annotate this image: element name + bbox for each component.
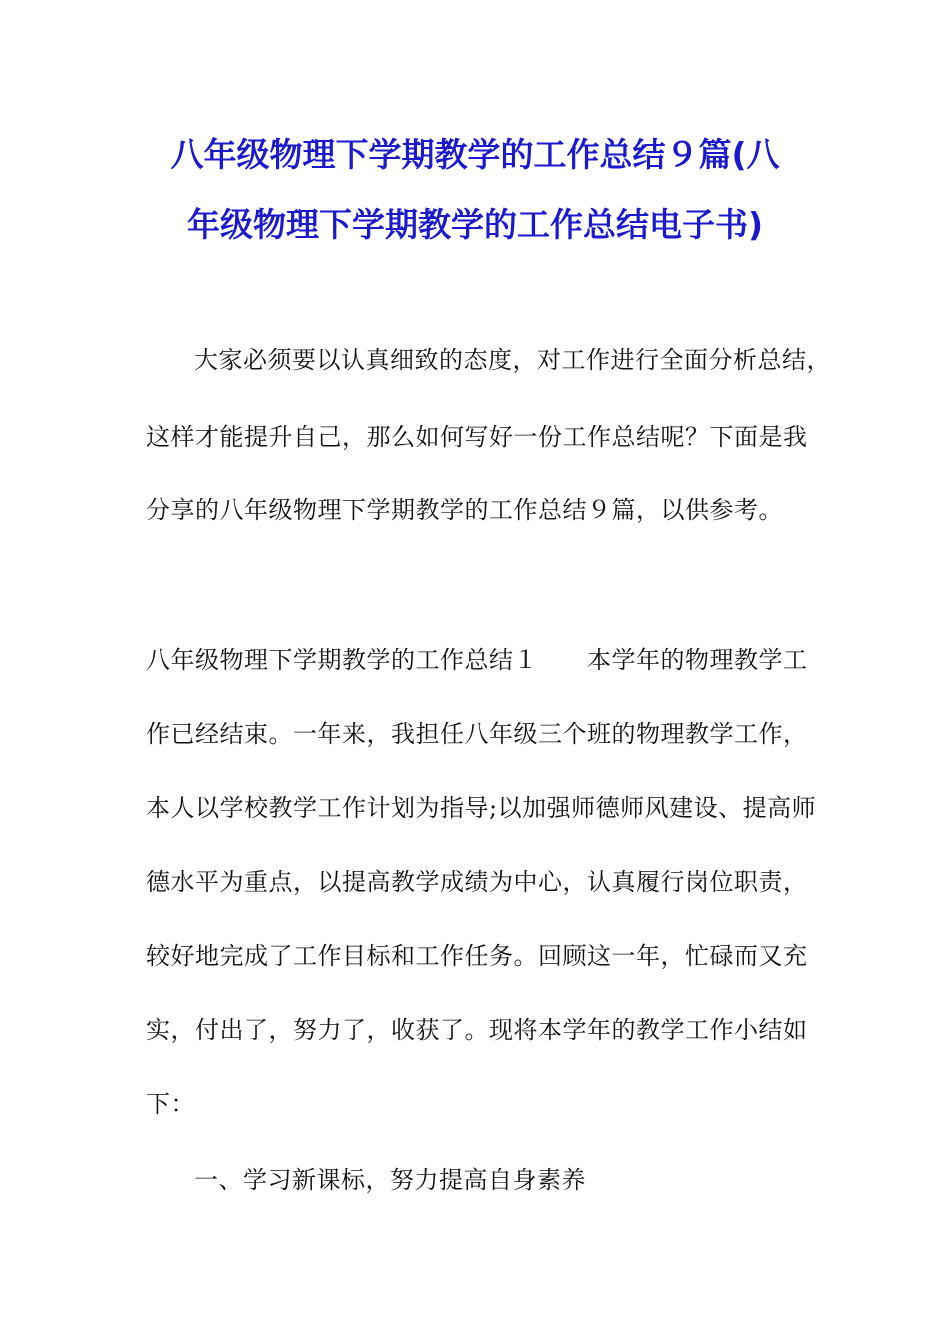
intro-line-3: 分享的八年级物理下学期教学的工作总结９篇，以供参考。	[146, 496, 783, 524]
section1-line-3: 本人以学校教学工作计划为指导;以加强师德师风建设、提高师	[146, 794, 817, 822]
intro-line-2: 这样才能提升自己，那么如何写好一份工作总结呢？下面是我	[146, 423, 808, 451]
section1-line-2: 作已经结束。一年来，我担任八年级三个班的物理教学工作，	[146, 720, 808, 748]
section1-line-1: 八年级物理下学期教学的工作总结１ 本学年的物理教学工	[146, 646, 808, 674]
section1-line-4: 德水平为重点，以提高教学成绩为中心，认真履行岗位职责，	[146, 868, 808, 896]
section1-line-5: 较好地完成了工作目标和工作任务。回顾这一年，忙碌而又充	[146, 942, 808, 970]
intro-line-1: 大家必须要以认真细致的态度，对工作进行全面分析总结，	[194, 346, 831, 374]
section1-line-6: 实，付出了，努力了，收获了。现将本学年的教学工作小结如	[146, 1016, 808, 1044]
document-title-line-1: 八年级物理下学期教学的工作总结９篇(八	[170, 135, 780, 174]
section1-line-7: 下：	[146, 1090, 195, 1118]
section-heading-1: 一、学习新课标，努力提高自身素养	[194, 1166, 586, 1194]
document-title-line-2: 年级物理下学期教学的工作总结电子书)	[186, 205, 764, 244]
